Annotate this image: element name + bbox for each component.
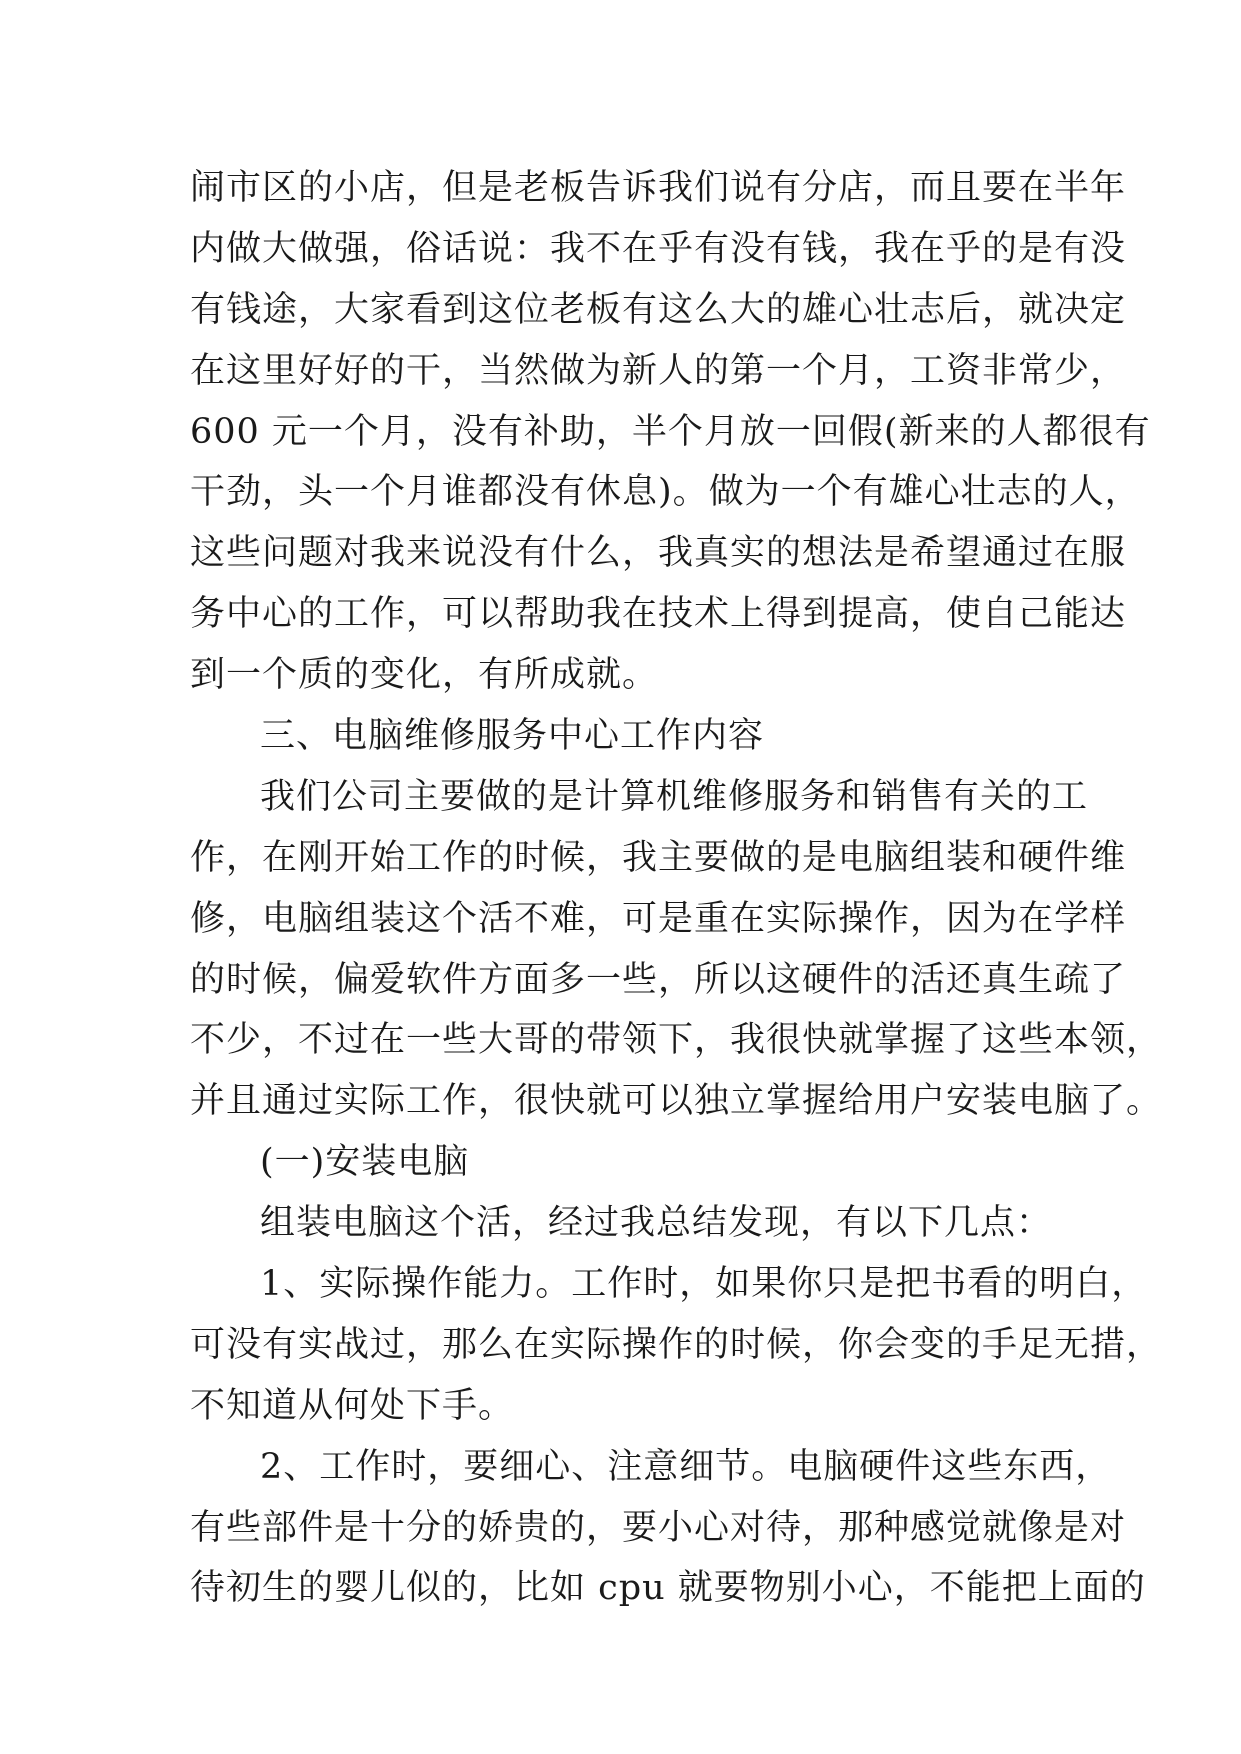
text-line: 不少，不过在一些大哥的带领下，我很快就掌握了这些本领， [190,1020,1163,1061]
text-line: 闹市区的小店，但是老板告诉我们说有分店，而且要在半年 [190,168,1127,208]
text-line: 待初生的婴儿似的，比如 cpu 就要物别小心，不能把上面的 [190,1568,1146,1609]
list-item: 1、实际操作能力。工作时，如果你只是把书看的明白， [260,1264,1148,1305]
section-heading: 三、电脑维修服务中心工作内容 [260,716,765,757]
text-line: 的时候，偏爱软件方面多一些，所以这硬件的活还真生疏了 [190,959,1127,1000]
list-item: 2、工作时，要细心、注意细节。电脑硬件这些东西， [260,1446,1112,1487]
text-line: 到一个质的变化，有所成就。 [190,655,659,696]
text-line: 修，电脑组装这个活不难，可是重在实际操作，因为在学样 [190,898,1127,939]
text-line: 不知道从何处下手。 [190,1385,515,1426]
text-line: 并且通过实际工作，很快就可以独立掌握给用户安装电脑了。 [190,1081,1163,1122]
text-line: 作，在刚开始工作的时候，我主要做的是电脑组装和硬件维 [190,837,1127,878]
text-line: 有些部件是十分的娇贵的，要小心对待，那种感觉就像是对 [190,1507,1127,1548]
text-line: 在这里好好的干，当然做为新人的第一个月，工资非常少， [190,350,1127,391]
text-line: 600 元一个月，没有补助，半个月放一回假(新来的人都很有 [190,411,1151,452]
text-line: 可没有实战过，那么在实际操作的时候，你会变的手足无措， [190,1324,1163,1365]
text-line: 这些问题对我来说没有什么，我真实的想法是希望通过在服 [190,533,1127,574]
subsection-heading: (一)安装电脑 [260,1142,470,1183]
text-line: 务中心的工作，可以帮助我在技术上得到提高，使自己能达 [190,594,1127,635]
text-line: 内做大做强，俗话说：我不在乎有没有钱，我在乎的是有没 [190,228,1127,269]
document-page [190,158,1163,1619]
text-line: 有钱途，大家看到这位老板有这么大的雄心壮志后，就决定 [190,289,1127,330]
text-line: 干劲，头一个月谁都没有休息)。做为一个有雄心壮志的人， [190,472,1141,513]
text-line: 我们公司主要做的是计算机维修服务和销售有关的工 [260,776,1089,817]
text-line: 组装电脑这个活，经过我总结发现，有以下几点： [260,1203,1053,1244]
